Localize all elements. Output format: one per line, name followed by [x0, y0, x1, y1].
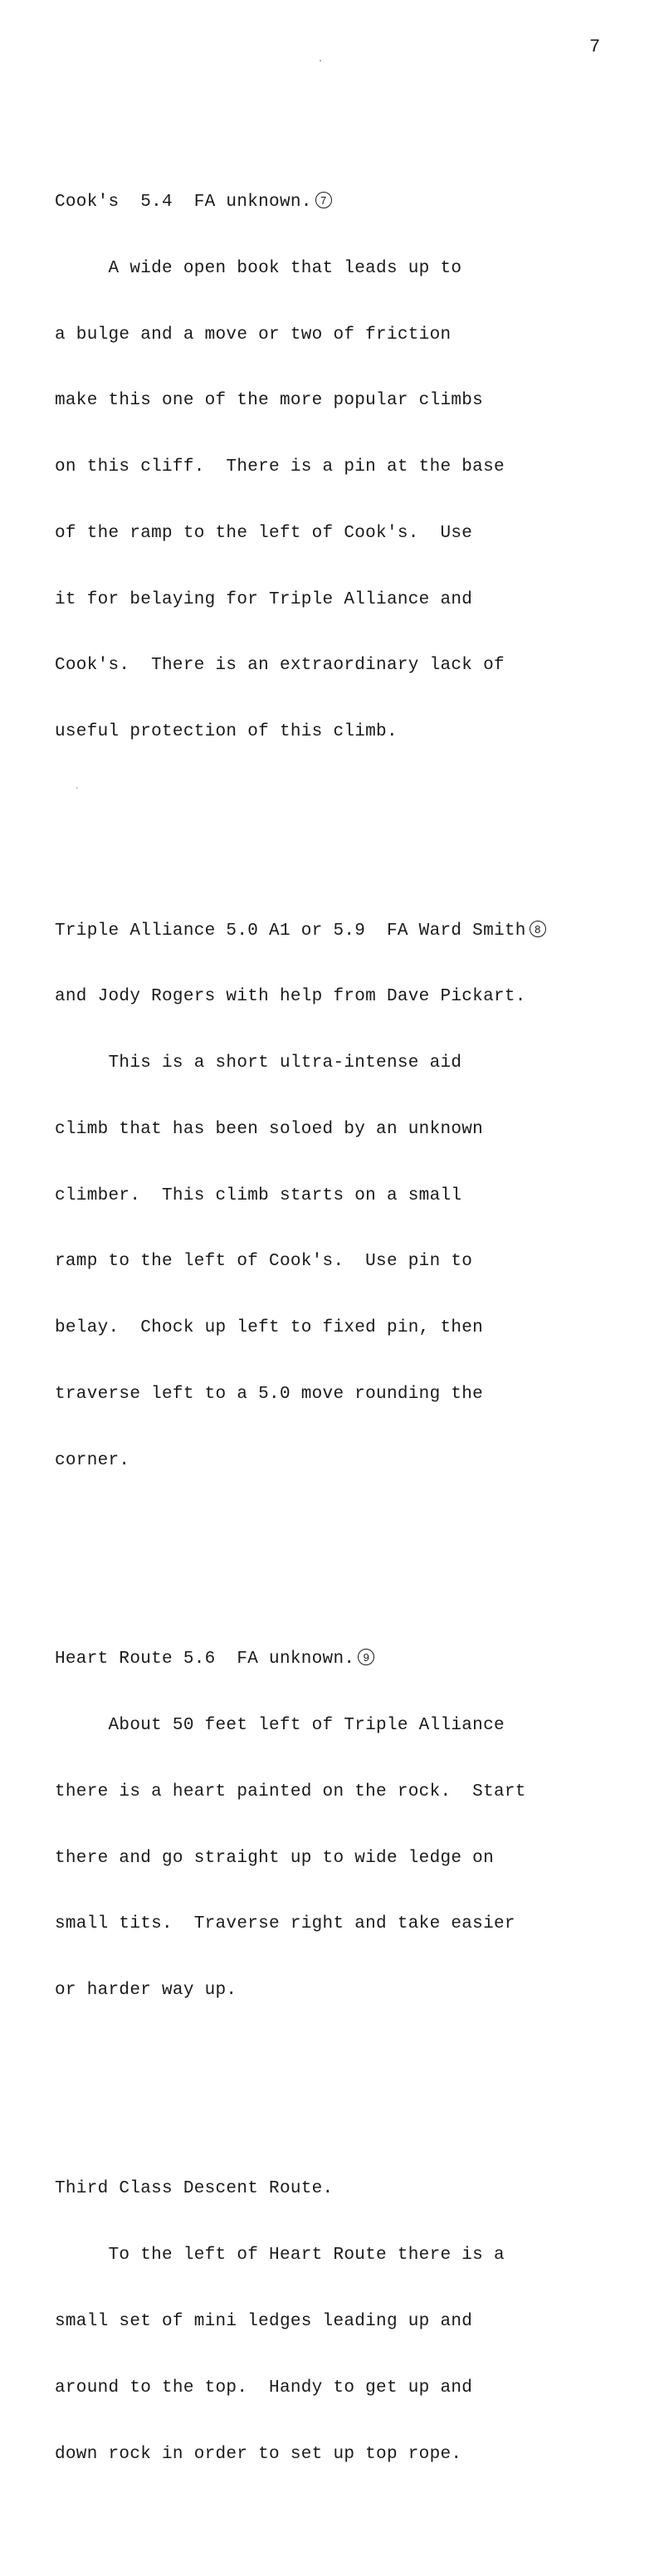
text-line: To the left of Heart Route there is a	[55, 2246, 505, 2266]
text-line: on this cliff. There is a pin at the base	[55, 457, 505, 477]
text-line: traverse left to a 5.0 move rounding the	[55, 1385, 484, 1405]
text-line: climber. This climb starts on a small	[55, 1185, 462, 1205]
route-entry-triple-alliance	[55, 876, 652, 1516]
text-line: ramp to the left of Cook's. Use pin to	[55, 1252, 473, 1272]
route-number-marker: 8	[530, 921, 546, 937]
text-line: small set of mini ledges leading up and	[55, 2311, 473, 2331]
text-line: down rock in order to set up top rope.	[55, 2444, 462, 2464]
text-line: About 50 feet left of Triple Alliance	[55, 1715, 505, 1735]
speck-mark	[76, 787, 78, 789]
text-line: small tits. Traverse right and take easier	[55, 1914, 515, 1934]
speck-mark	[320, 60, 321, 61]
text-line: or harder way up.	[55, 1981, 237, 2001]
text-line: climb that has been soloed by an unknown	[55, 1119, 484, 1139]
page-number: 7	[589, 37, 601, 57]
text-line: A wide open book that leads up to	[55, 258, 462, 278]
route-entry-cooks	[55, 148, 652, 788]
text-line: of the ramp to the left of Cook's. Use	[55, 523, 473, 543]
text-line: and Jody Rogers with help from Dave Pickart.	[55, 987, 526, 1007]
route-entry-third-class-descent	[55, 2134, 652, 2510]
text-line: it for belaying for Triple Alliance and	[55, 589, 473, 609]
text-line: This is a short ultra-intense aid	[55, 1053, 462, 1073]
text-line: a bulge and a move or two of friction	[55, 325, 452, 345]
route-heading: Heart Route 5.6 FA unknown. 9	[55, 1649, 652, 1671]
text-line: Cook's. There is an extraordinary lack of	[55, 656, 505, 676]
text-line: belay. Chock up left to fixed pin, then	[55, 1318, 484, 1338]
text-line: make this one of the more popular climbs	[55, 391, 484, 411]
route-heading: Third Class Descent Route.	[55, 2179, 334, 2199]
text-line: around to the top. Handy to get up and	[55, 2378, 473, 2398]
route-number-marker: 7	[315, 192, 332, 208]
text-line: there is a heart painted on the rock. Start	[55, 1782, 526, 1801]
route-entry-heart-route	[55, 1605, 652, 2046]
text-line: useful protection of this climb.	[55, 722, 398, 742]
text-line: there and go straight up to wide ledge on	[55, 1848, 494, 1868]
page-body	[55, 81, 652, 2576]
text-line: corner.	[55, 1450, 130, 1470]
route-heading: Triple Alliance 5.0 A1 or 5.9 FA Ward Smith 8	[55, 921, 652, 943]
route-heading: Cook's 5.4 FA unknown. 7	[55, 192, 652, 214]
route-number-marker: 9	[358, 1649, 374, 1665]
